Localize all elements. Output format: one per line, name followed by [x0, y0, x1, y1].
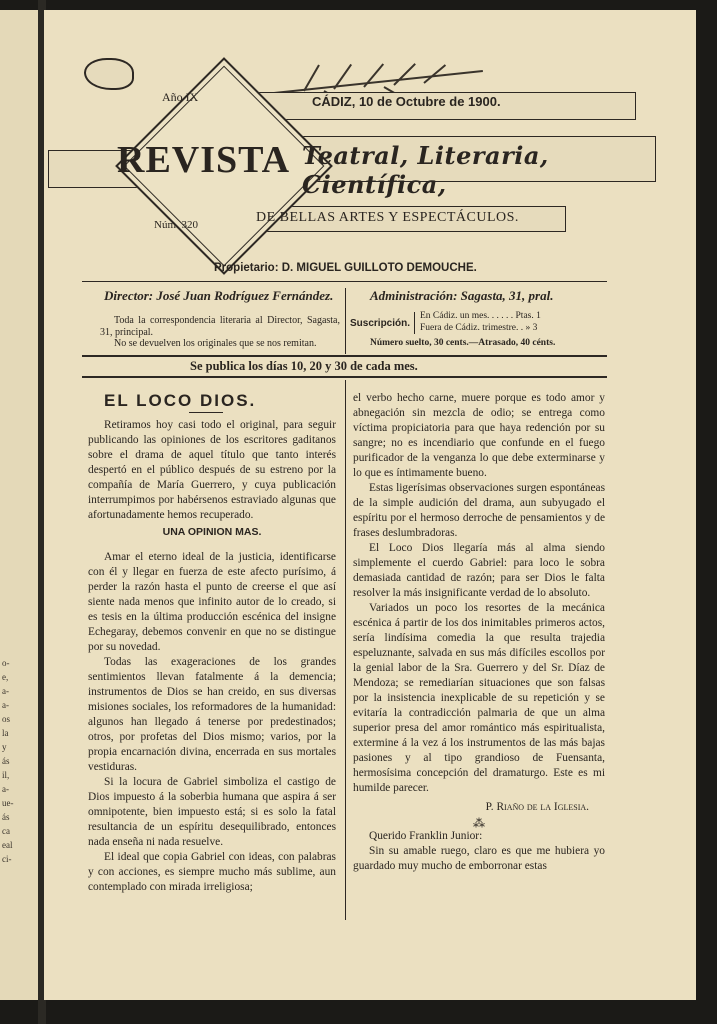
- scroll-curl-ornament: [84, 58, 134, 90]
- previous-page-edge: [0, 10, 40, 1000]
- subscription-line-2: Fuera de Cádiz. trimestre. . » 3: [420, 323, 538, 333]
- previous-page-fragment: il,: [2, 770, 10, 780]
- subscription-brace: [414, 312, 419, 334]
- previous-page-fragment: y: [2, 742, 7, 752]
- right-paragraph-6: Sin su amable ruego, claro es que me hubiera yo guardado muy mucho de emborronar estas: [353, 845, 605, 872]
- masthead-subtitle: Teatral, Literaria, Científica,: [302, 141, 549, 199]
- previous-page-fragment: ás: [2, 756, 10, 766]
- previous-page-fragment: ás: [2, 812, 10, 822]
- paragraph-intro: Retiramos hoy casi todo el original, para seguir publicando las opiniones de los escritores gaditanos sobre el drama de aquel título que tanto interés despertó en el público después de su estreno por la compañía de María Guerrero, y cuya publicación interrumpimos por habérsenos estraviado algunas que afortunadamente hemos recuperado.: [88, 419, 336, 521]
- paragraph-3: Todas las exageraciones de los grandes sentimientos llevan fatalmente á la demencia; instrumentos de Dios se han creido, en sus diversas misiones sociales, los reformadores de la humanidad: algunos han llegado á tenerse por predestinados; otros, por profetas del Dios mismo; varios, por la propia encarnación divina, encerrada en sus mortales vestiduras.: [88, 656, 336, 773]
- publication-line: Se publica los días 10, 20 y 30 de cada mes.: [190, 359, 418, 373]
- info-rule-top: [82, 355, 607, 357]
- owner-line: Propietario: D. MIGUEL GUILLOTO DEMOUCHE.: [214, 262, 477, 274]
- right-column: [353, 391, 605, 874]
- previous-page-fragment: ca: [2, 826, 10, 836]
- masthead-title: REVISTA: [117, 139, 291, 181]
- right-paragraph-1: el verbo hecho carne, muere porque es todo amor y abnegación sin mezcla de odio; se entrega como víctima propiciatoria para que haya redención por su sangre; no es incendiario que confunde en el fuego purificador de la venganza lo que debe exterminarse y lo que es íntimamente bueno.: [353, 392, 605, 479]
- right-paragraph-4: Variados un poco los resortes de la mecánica escénica á partir de los dos inimitables primeros actos, sería lindísima comedia la que resulta trajedia espeluznante, salvada en sus más difíciles escollos por la genial labor de la Sra. Guerrero y del Sr. Díaz de Mendoza; se remediarían situaciones que son falsas por la insistencia inexplicable de su repetición y se evitaría la contradicción palmaria de que un alma superior presa del amor romántico más espiritualista, extermine á la vez á los instrumentos de las más bajas pasiones y al tipo grandioso de Fuensanta, hermosísima concepción del dramaturgo. Este es mi humilde parecer.: [353, 602, 605, 794]
- subscription-label: Suscripción.: [350, 318, 411, 329]
- previous-page-fragment: eal: [2, 840, 13, 850]
- headline-underline: [189, 412, 223, 413]
- director-note-1: Toda la correspondencia literaria al Director, Sagasta, 31, principal.: [100, 315, 340, 338]
- previous-page-fragment: a-: [2, 784, 9, 794]
- newspaper-page: [44, 10, 696, 1000]
- previous-page-fragment: a-: [2, 700, 9, 710]
- single-issue-price: Número suelto, 30 cents.—Atrasado, 40 cénts.: [370, 338, 556, 348]
- masthead-subtitle2: DE BELLAS ARTES Y ESPECTÁCULOS.: [256, 210, 519, 225]
- right-paragraph-3: El Loco Dios llegaría más al alma siendo simplemente el cuerdo Gabriel: para loco le sobra demasiada cantidad de razón; para ser Dios le falta resolver la más insignificante verdad de lo absoluto.: [353, 542, 605, 599]
- previous-page-fragment: la: [2, 728, 9, 738]
- director-note: [100, 315, 340, 350]
- issue-number: Núm. 320: [154, 219, 198, 231]
- year-label: Año IX: [162, 90, 199, 104]
- place-date: CÁDIZ, 10 de Octubre de 1900.: [312, 94, 501, 109]
- director-note-2: No se devuelven los originales que se nos remitan.: [114, 338, 317, 349]
- masthead-rule: [82, 281, 607, 282]
- previous-page-fragment: o-: [2, 658, 10, 668]
- subscription-line-1: En Cádiz. un mes. . . . . . Ptas. 1: [420, 311, 541, 321]
- right-paragraph-2: Estas ligerísimas observaciones surgen espontáneas de la simple audición del drama, aun subyugado el espíritu por el hermoso derroche de pensamientos y de frases deslumbradoras.: [353, 482, 605, 539]
- admin-line: Administración: Sagasta, 31, pral.: [370, 288, 554, 303]
- paragraph-4: Si la locura de Gabriel simboliza el castigo de Dios impuesto á la soberbia humana que aspira á ser omnipotente, bien impuesto está; si es solo la fatal resultancia de un espíritu desequilibrado, entonces nada enseña ni nada resuelve.: [88, 776, 336, 848]
- section-stars: ⁂: [473, 816, 485, 830]
- previous-page-fragment: e,: [2, 672, 9, 682]
- column-divider-top: [345, 288, 346, 354]
- info-rule-bottom: [82, 376, 607, 378]
- director-line: Director: José Juan Rodríguez Fernández.: [104, 288, 334, 303]
- signature: P. Riaño de la Iglesia.: [485, 801, 589, 813]
- previous-page-fragment: ci-: [2, 854, 12, 864]
- article-headline: EL LOCO DIOS.: [104, 391, 257, 410]
- subhead: UNA OPINION MAS.: [162, 526, 262, 538]
- previous-page-fragment: a-: [2, 686, 9, 696]
- right-paragraph-5: Querido Franklin Junior:: [369, 830, 483, 842]
- paragraph-5: El ideal que copia Gabriel con ideas, con palabras y con acciones, es siempre mucho más sublime, aun contemplado con mirada irreligiosa;: [88, 851, 336, 893]
- previous-page-fragment: os: [2, 714, 11, 724]
- previous-page-fragment: ue-: [2, 798, 14, 808]
- paragraph-2: Amar el eterno ideal de la justicia, identificarse con él y llegar en fuerza de este afecto purísimo, á perder la razón hasta el punto de creerse el que así siente nada menos que infinito autor de lo creado, si es tesis en la última producción escénica del insigne Echegaray, debemos convenir en que no se distingue por su novedad.: [88, 551, 336, 653]
- column-divider: [345, 380, 346, 920]
- left-column: [88, 418, 336, 895]
